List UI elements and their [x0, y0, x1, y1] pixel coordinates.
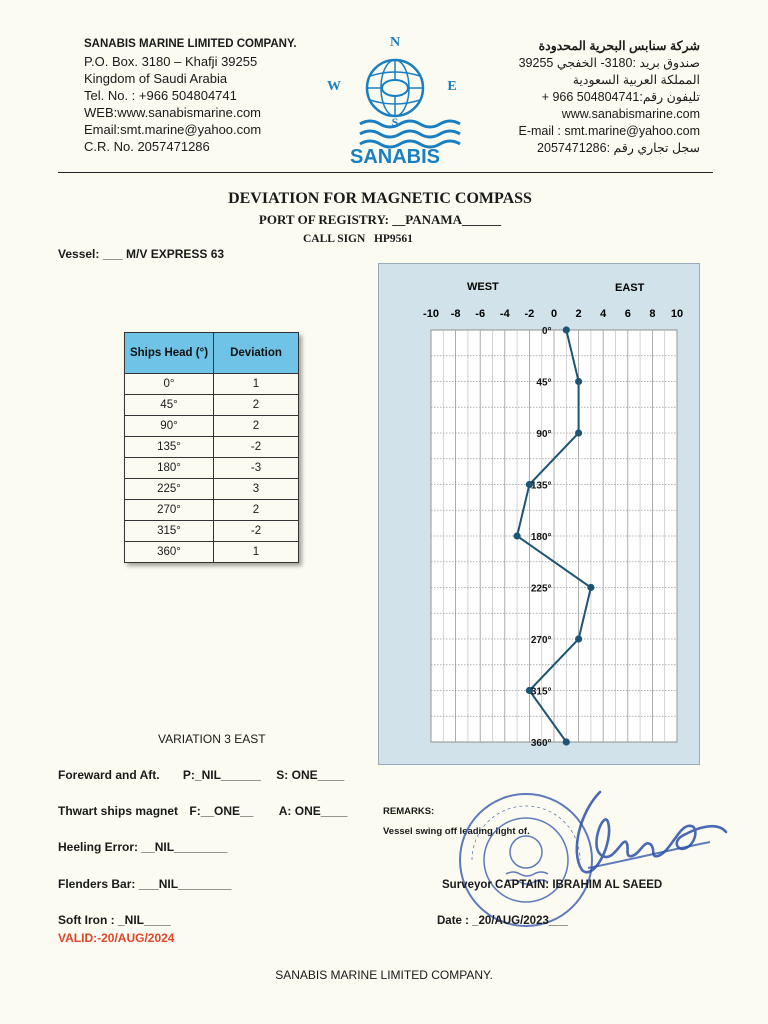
west-label: WEST: [467, 281, 499, 293]
surveyor: Surveyor CAPTAIN: IBRAHIM AL SAEED: [442, 879, 663, 891]
call-sign: [303, 233, 413, 245]
heading-label: 270°: [530, 635, 552, 646]
x-tick-label: 6: [624, 308, 631, 320]
document-title: DEVIATION FOR MAGNETIC COMPASS: [228, 190, 532, 207]
heading-label: 225°: [530, 583, 552, 595]
logo-text: SANABIS: [349, 146, 441, 168]
data-point: [587, 584, 594, 591]
compass-w-label: W: [327, 79, 341, 94]
x-tick-label: 8: [649, 308, 656, 320]
table-row: [125, 374, 299, 395]
thwart-row: [58, 804, 347, 818]
compass-logo-icon: [320, 32, 470, 168]
heading-label: 315°: [530, 686, 552, 698]
company-address-ar: [519, 38, 701, 157]
heading-label: 360°: [530, 738, 552, 749]
table-row: [125, 395, 299, 416]
dev-cell: -2: [214, 521, 299, 542]
heading-label: 180°: [530, 532, 552, 543]
table-row: [125, 437, 299, 458]
head-cell: 225°: [125, 479, 214, 500]
address-line-ar: المملكة العربية السعودية: [572, 73, 700, 87]
signing-date: Date : _20/AUG/2023___: [437, 915, 569, 927]
table-row: [125, 479, 299, 500]
x-tick-label: -4: [499, 308, 510, 320]
table-row: [125, 521, 299, 542]
p-value: _NIL______: [194, 768, 261, 782]
head-cell: 45°: [125, 395, 214, 416]
vessel: [58, 247, 224, 261]
data-point: [575, 429, 582, 436]
x-tick-label: 4: [600, 308, 607, 320]
header-deviation: Deviation: [214, 333, 299, 374]
cr-line-ar: سجل تجاري رقم :2057471286: [537, 141, 700, 155]
east-label: EAST: [615, 282, 645, 294]
call-sign-label: CALL SIGN: [303, 233, 366, 245]
deviation-table-wrap: [124, 332, 299, 563]
dev-cell: 2: [214, 395, 299, 416]
heading-label: 0°: [541, 326, 552, 337]
x-tick-label: -6: [475, 308, 486, 320]
email-line: Email:smt.marine@yahoo.com: [84, 122, 262, 137]
footer-company: SANABIS MARINE LIMITED COMPANY.: [275, 968, 493, 982]
dev-cell: 2: [214, 500, 299, 521]
x-tick-label: 0: [550, 308, 558, 320]
a-value: A: ONE____: [278, 804, 348, 818]
dev-cell: -3: [214, 458, 299, 479]
data-point: [514, 532, 521, 539]
fore-aft-label: Foreward and Aft.: [58, 768, 160, 782]
head-cell: 180°: [125, 458, 214, 479]
head-cell: 90°: [125, 416, 214, 437]
table-row: [125, 458, 299, 479]
s-value: S: ONE____: [276, 768, 345, 782]
heading-label: 135°: [530, 480, 552, 492]
header-divider: [58, 172, 713, 173]
dev-cell: 3: [214, 479, 299, 500]
header-ships-head: Ships Head (°): [125, 333, 214, 374]
head-cell: 135°: [125, 437, 214, 458]
address-line-ar: صندوق بريد :3180- الخفجي 39255: [518, 56, 700, 70]
f-value: F:__ONE__: [189, 804, 254, 818]
remarks-label: REMARKS:: [383, 806, 435, 817]
data-point: [563, 738, 570, 745]
table-row: [125, 416, 299, 437]
table-row: [125, 500, 299, 521]
deviation-table: [124, 332, 299, 563]
thwart-label: Thwart ships magnet: [58, 804, 179, 818]
soft-iron: Soft Iron : _NIL____: [58, 913, 171, 927]
variation: VARIATION 3 EAST: [158, 732, 266, 746]
deviation-chart: [379, 264, 699, 764]
heading-label: 45°: [536, 377, 552, 389]
phone-line: Tel. No. : +966 504804741: [84, 88, 237, 103]
head-cell: 360°: [125, 542, 214, 563]
phone-line-ar: تليفون رقم:504804741 966 +: [541, 90, 700, 104]
head-cell: 270°: [125, 500, 214, 521]
remarks-text: Vessel swing off leading light of.: [383, 826, 530, 837]
dev-cell: 2: [214, 416, 299, 437]
head-cell: 0°: [125, 374, 214, 395]
address-line: P.O. Box. 3180 – Khafji 39255: [84, 54, 258, 69]
dev-cell: -2: [214, 437, 299, 458]
x-tick-label: 2: [575, 308, 582, 320]
signature-icon: [560, 782, 730, 892]
data-point: [575, 635, 582, 642]
compass-n-label: N: [389, 35, 401, 50]
dev-cell: 1: [214, 374, 299, 395]
company-address-en: [84, 36, 297, 155]
cr-line: C.R. No. 2057471286: [84, 139, 210, 154]
compass-e-label: E: [447, 79, 457, 94]
port-value: __PANAMA______: [392, 212, 502, 227]
port-of-registry: [0, 212, 760, 228]
head-cell: 315°: [125, 521, 214, 542]
x-tick-label: -8: [450, 308, 461, 320]
company-name-en: SANABIS MARINE LIMITED COMPANY.: [84, 38, 297, 50]
web-line: WEB:www.sanabismarine.com: [84, 105, 261, 120]
x-tick-label: -2: [524, 308, 535, 320]
vessel-value: ___ M/V EXPRESS 63: [102, 247, 225, 261]
table-row: [125, 542, 299, 563]
web-line-ar: www.sanabismarine.com: [561, 107, 700, 121]
data-point: [575, 378, 582, 385]
port-label: PORT OF REGISTRY:: [258, 212, 393, 227]
call-sign-value: HP9561: [373, 233, 413, 245]
x-tick-label: 10: [670, 308, 684, 320]
p-label: P:: [182, 768, 195, 782]
heading-label: 90°: [536, 429, 552, 440]
dev-cell: 1: [214, 542, 299, 563]
email-line-ar: E-mail : smt.marine@yahoo.com: [518, 124, 700, 138]
deviation-chart-panel: [378, 263, 700, 765]
fore-aft-row: [58, 768, 344, 782]
heeling-error: Heeling Error: __NIL________: [58, 840, 228, 854]
compass-s-label: S: [391, 115, 399, 129]
company-logo: [320, 32, 470, 168]
valid-date: VALID:-20/AUG/2024: [58, 931, 175, 945]
vessel-label: Vessel:: [58, 247, 103, 261]
x-tick-label: -10: [423, 308, 439, 320]
flenders-bar: Flenders Bar: ___NIL________: [58, 877, 232, 891]
company-name-ar: شركة سنابس البحرية المحدودة: [538, 39, 700, 53]
data-point: [563, 326, 570, 333]
address-line: Kingdom of Saudi Arabia: [84, 71, 228, 86]
signature: [560, 782, 730, 892]
